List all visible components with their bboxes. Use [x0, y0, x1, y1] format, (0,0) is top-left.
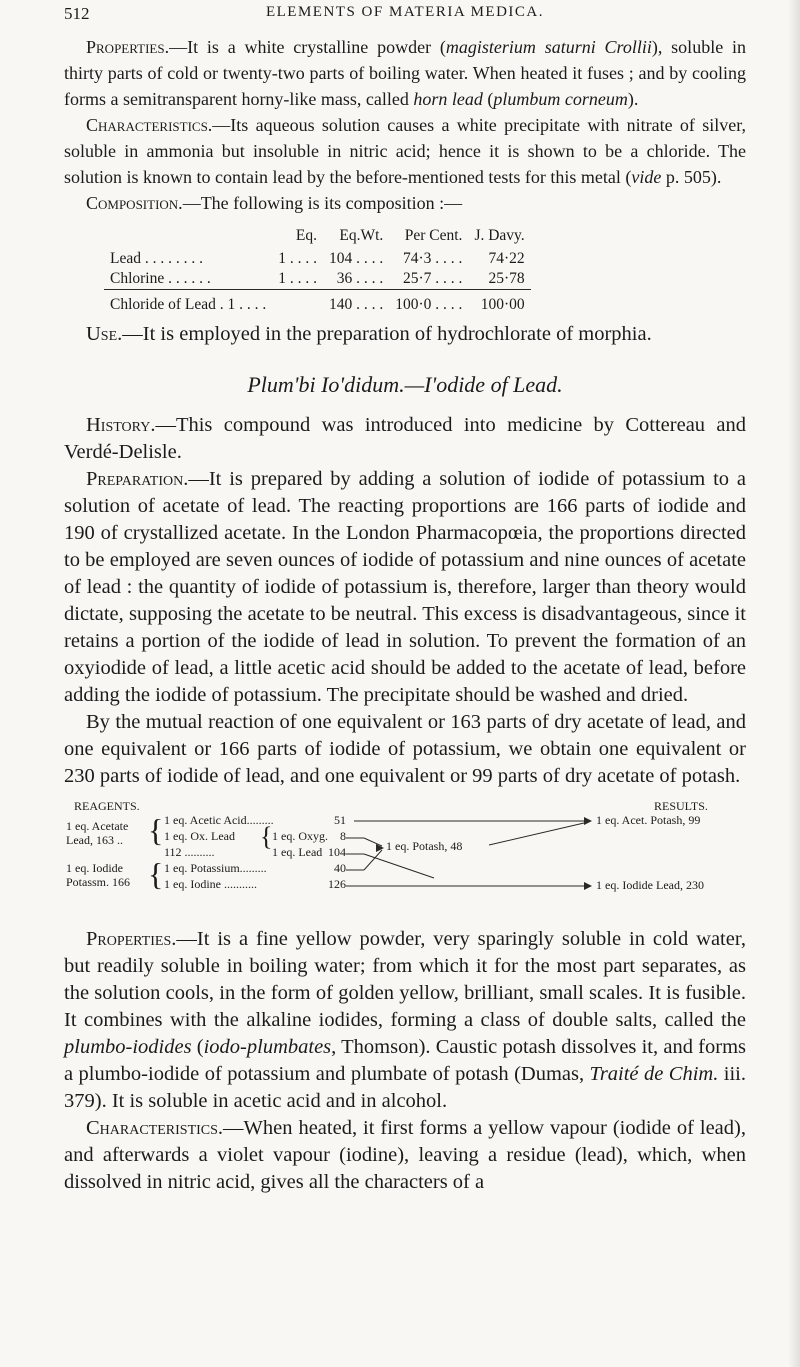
iodide-history-paragraph: History.—This compound was introduced into medicine by Cottereau and Verdé-Delisle. [64, 414, 746, 463]
line-potassium-to-potash [364, 850, 382, 870]
reagent-acetate-line1: 1 eq. Acetate [66, 819, 129, 833]
use-label: Use. [86, 323, 123, 345]
line-potash-to-result [489, 823, 584, 845]
properties-label: Properties. [86, 928, 177, 950]
result-iodide-of-lead: 1 eq. Iodide Lead, 230 [596, 878, 704, 892]
chloride-characteristics-paragraph: Characteristics.—Its aqueous solution causes a white precipitate with nitrate of silver, soluble in ammonia but insoluble in nitric acid; hence it is shown to be a chloride. The solution is known to contain lead by the before-mentioned tests for this metal (vide p. 505). [64, 115, 746, 187]
item-potassium: 1 eq. Potassium......... [164, 861, 267, 875]
iodide-mutual-reaction-paragraph: By the mutual reaction of one equivalent or 163 parts of dry acetate of lead, and one equivalent or 166 parts of iodide of potassium, we obtain one equivalent or 230 parts of iodide of lead, and one equivalent or 99 parts of dry acetate of potash. [64, 711, 746, 787]
item-oxide-weight: 112 .......... [164, 845, 215, 859]
line-oxygen-to-potash [364, 838, 382, 846]
history-label: History. [86, 414, 156, 436]
iodide-characteristics-paragraph: Characteristics.—When heated, it first forms a yellow vapour (iodide of lead), and afterwards a violet vapour (iodine), leaving a residue (lead), which, when dissolved in nitric acid, gives all the characters of a [64, 1117, 746, 1193]
chloride-properties-paragraph: Properties.—It is a white crystalline powder (magisterium saturni Crollii), soluble in thirty parts of cold or twenty-two parts of boiling water. When heated it fuses ; and by cooling forms a semitransparent horny-like mass, called horn lead (plumbum corneum). [64, 37, 746, 109]
number-iodine: 126 [328, 877, 346, 891]
table-total-row: Chloride of Lead . 1 . . . . 140 . . . . 100·0 . . . . 100·00 [104, 290, 531, 316]
item-oxygen: 1 eq. Oxyg. [272, 829, 328, 843]
page-number: 512 [64, 4, 90, 23]
page-header [64, 4, 746, 34]
table-row: Chlorine . . . . . . 1 . . . . 36 . . . . 25·7 . . . . 25·78 [110, 270, 525, 287]
arrow-head-bottom [584, 882, 592, 890]
table-row: Lead . . . . . . . . 1 . . . . 104 . . . . 74·3 . . . . 74·22 [110, 250, 525, 267]
brace-iodide: { [148, 856, 164, 892]
running-title: ELEMENTS OF MATERIA MEDICA. [265, 4, 544, 20]
reagents-label: REAGENTS. [74, 799, 140, 813]
composition-label: Composition. [86, 193, 183, 213]
reaction-diagram [64, 800, 746, 926]
page-edge-shadow [788, 0, 800, 1367]
number-oxygen: 8 [340, 829, 346, 843]
item-acetic-acid: 1 eq. Acetic Acid......... [164, 813, 274, 827]
properties-label: Properties. [86, 37, 170, 57]
brace-acetate: { [148, 812, 164, 848]
reagent-acetate-line2: Lead, 163 .. [66, 833, 123, 847]
arrow-head-top [584, 817, 592, 825]
iodide-properties-paragraph: Properties.—It is a fine yellow powder, very sparingly soluble in cold water, but readily soluble in boiling water; from which it for the most part separates, as the solution cools, in the form of golden yellow, brilliant, small scales. It is fusible. It combines with the alkaline iodides, forming a class of double salts, called the plumbo-iodides (iodo-plumbates, Thomson). Caustic potash dissolves it, and forms a plumbo-iodide of potassium and plumbate of potash (Dumas, Traité de Chim. iii. 379). It is soluble in acetic acid and in alcohol. [64, 928, 747, 1112]
item-iodine: 1 eq. Iodine ........... [164, 877, 257, 891]
middle-potash: 1 eq. Potash, 48 [386, 839, 463, 853]
reagent-iodide-line2: Potassm. 166 [66, 875, 131, 889]
result-acetate-of-potash: 1 eq. Acet. Potash, 99 [596, 813, 701, 827]
number-acetic-acid: 51 [334, 813, 346, 827]
item-lead: 1 eq. Lead [272, 845, 323, 859]
chloride-use-paragraph: Use.—It is employed in the preparation of hydrochlorate of morphia. [86, 323, 652, 345]
characteristics-label: Characteristics. [86, 1117, 224, 1139]
section-title-iodide: Plum'bi Io'didum.—I'odide of Lead. [247, 372, 563, 397]
number-potassium: 40 [334, 861, 346, 875]
item-oxide-of-lead: 1 eq. Ox. Lead [164, 829, 235, 843]
iodide-preparation-paragraph: Preparation.—It is prepared by adding a solution of iodide of potassium to a solution of acetate of lead. The reacting proportions are 166 parts of iodide and 190 of crystallized acetate. In the London Pharmacopœia, the proportions directed to be employed are seven ounces of iodide of potassium and nine ounces of acetate of lead : the quantity of iodide of potassium is, therefore, larger than theory would dictate, supposing the acetate to be neutral. This excess is disadvantageous, since it retains a portion of the iodide of lead in solution. To prevent the formation of an oxyiodide of lead, a little acetic acid should be added to the acetate of lead, before adding the iodide of potassium. The precipitate should be washed and dried. [64, 468, 746, 706]
number-lead: 104 [328, 845, 346, 859]
table-header-row: Eq. Eq.Wt. Per Cent. J. Davy. [295, 227, 525, 244]
results-label: RESULTS. [654, 799, 708, 813]
chloride-composition-paragraph: Composition.—The following is its composition :— [86, 193, 463, 213]
characteristics-label: Characteristics. [86, 115, 213, 135]
preparation-label: Preparation. [86, 468, 189, 490]
brace-oxide: { [260, 822, 273, 851]
reagent-iodide-line1: 1 eq. Iodide [66, 861, 123, 875]
composition-table [104, 226, 531, 315]
